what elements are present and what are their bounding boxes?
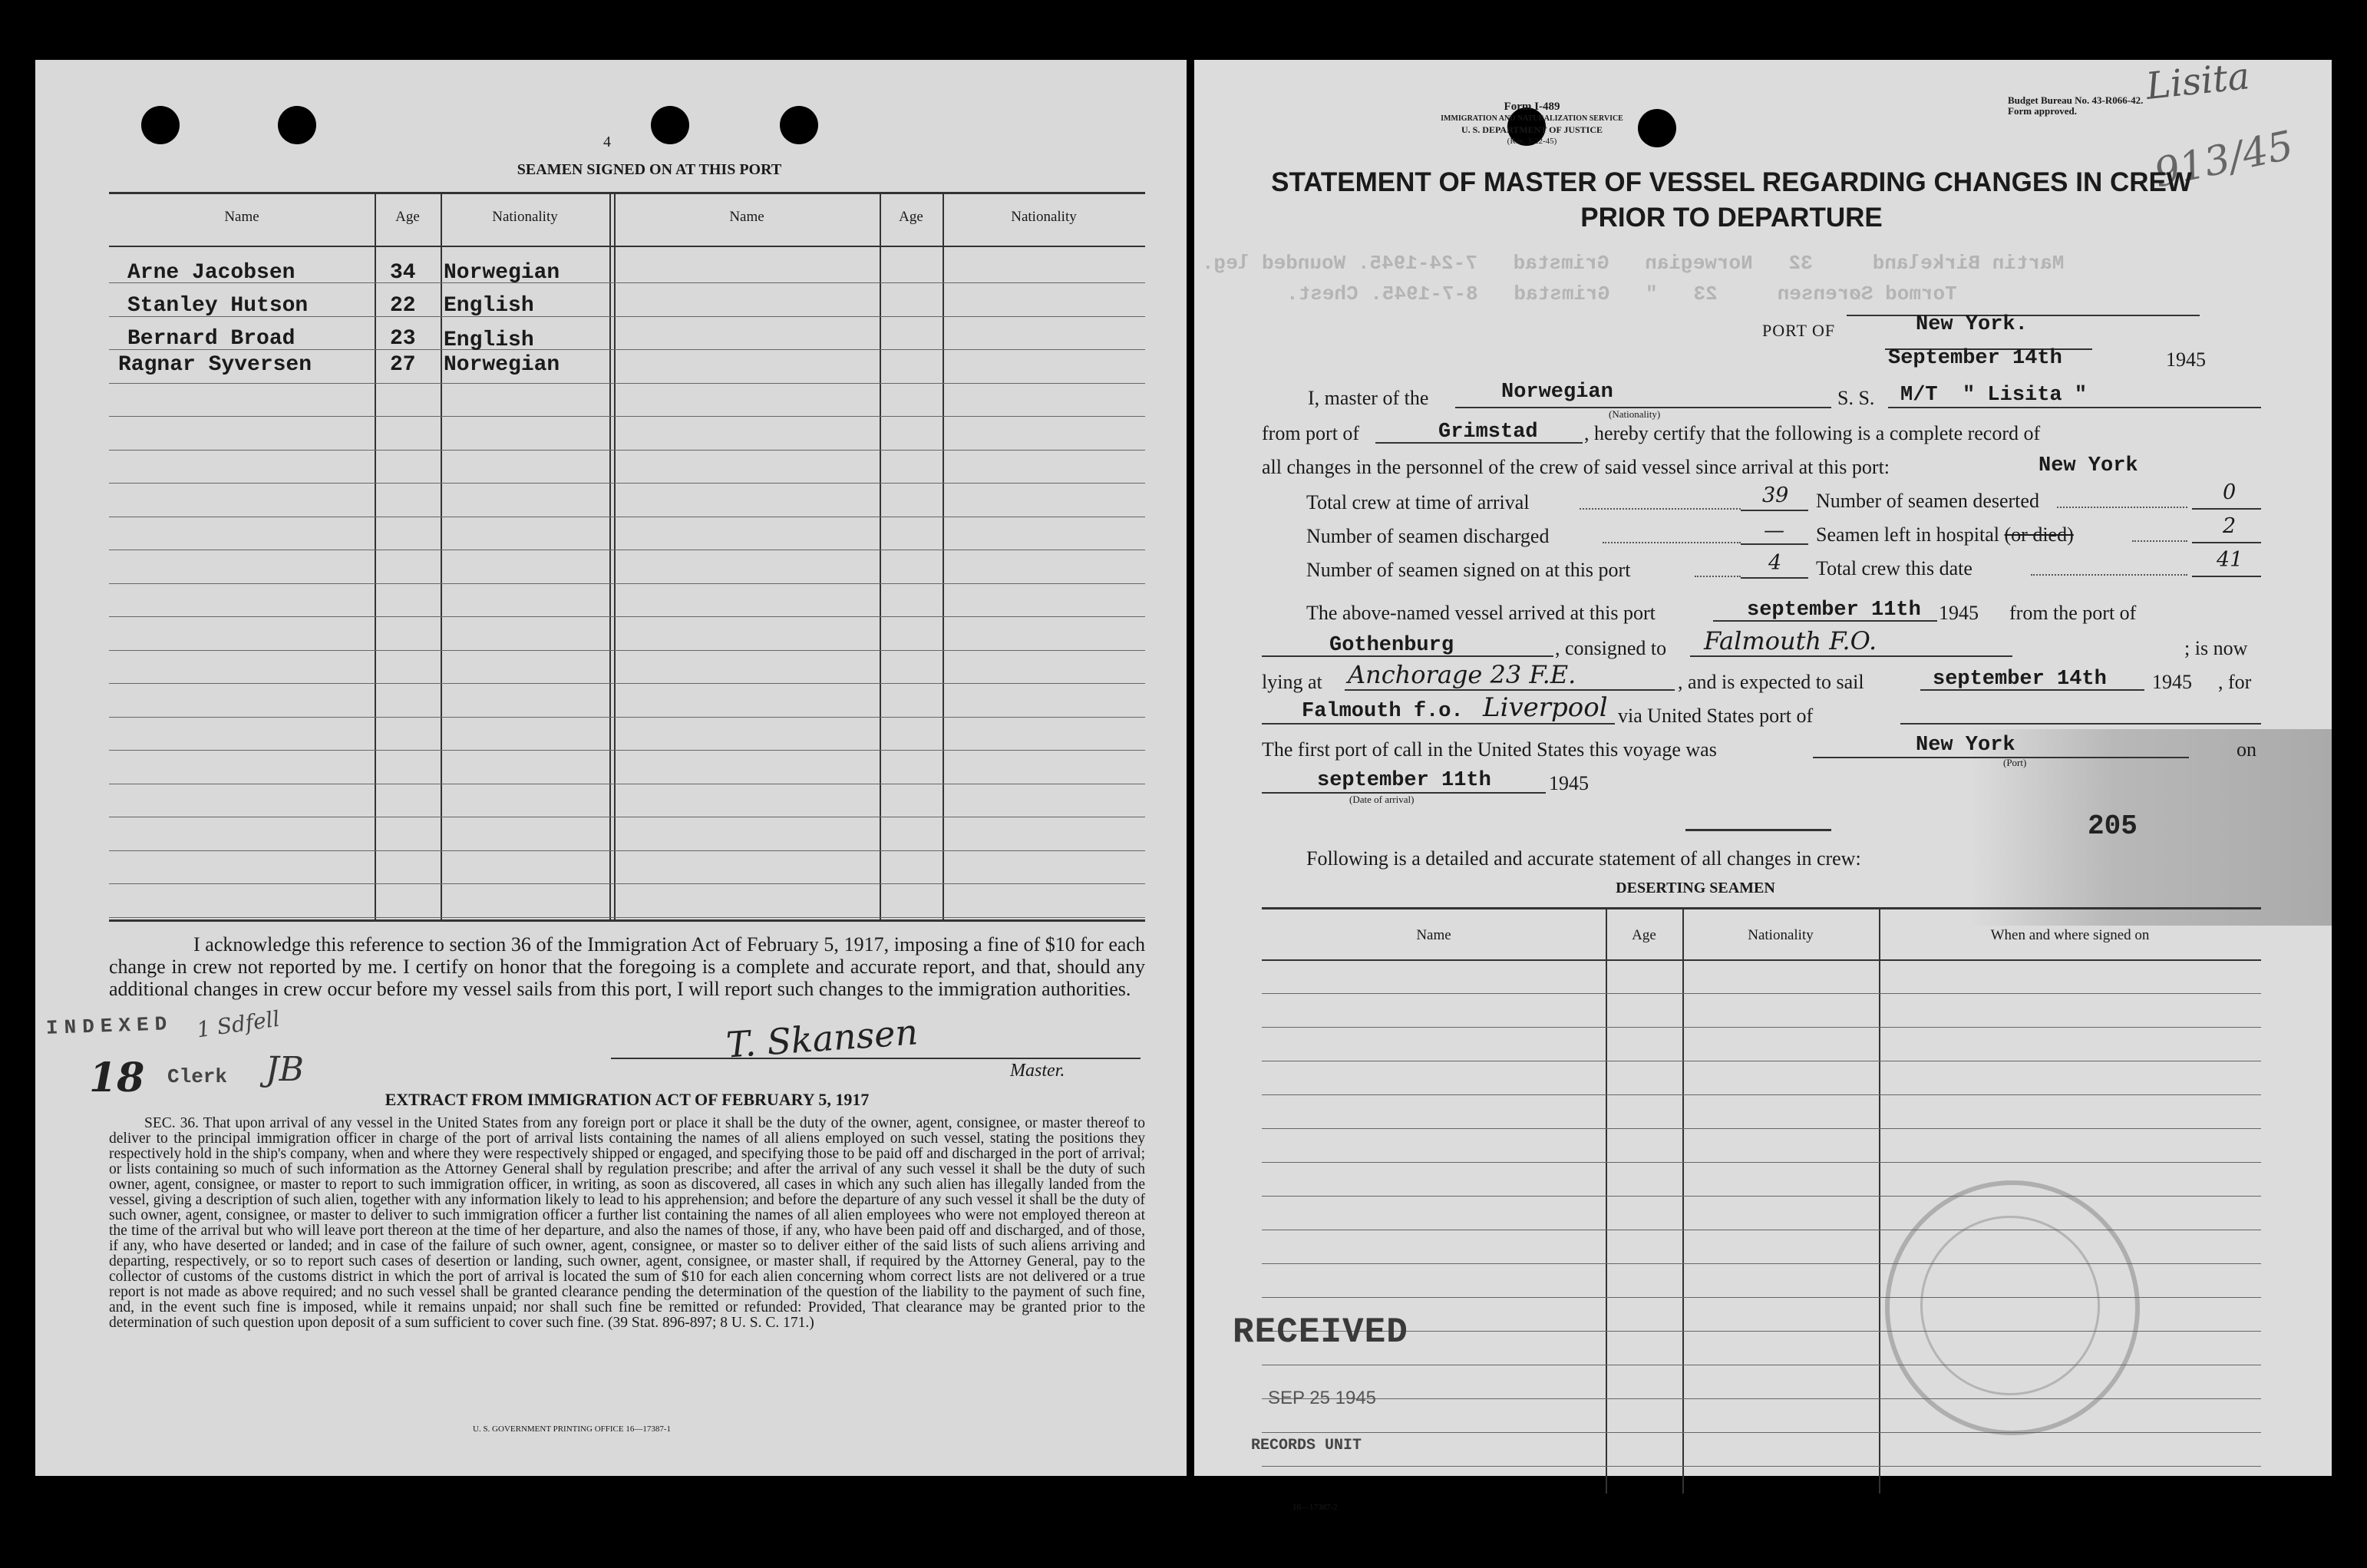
form-subtitle: PRIOR TO DEPARTURE	[1580, 203, 1883, 233]
date-value: September 14th	[1888, 347, 2062, 370]
via-label: via United States port of	[1618, 705, 1814, 727]
bleed-through-text: Martin Birkeland 32 Norwegian Grimstad 7-24-1945. Wounded leg.	[1202, 252, 2065, 275]
on-label: on	[2237, 738, 2256, 761]
col-header-age: Age	[899, 209, 923, 225]
handwritten-ship-name: Lisita	[2144, 54, 2252, 108]
records-unit-stamp: RECORDS UNIT	[1251, 1437, 1362, 1454]
table-header-rule	[1262, 959, 2261, 961]
col-header-name: Name	[1416, 927, 1451, 943]
left-page	[35, 60, 1187, 1476]
leader-dots	[1603, 542, 1741, 543]
punch-hole	[141, 106, 180, 144]
col-divider	[880, 192, 881, 919]
changes-text: all changes in the personnel of the crew of said vessel since arrival at this port:	[1262, 456, 1890, 478]
table-row	[1262, 1094, 2261, 1095]
col-header-nationality: Nationality	[1748, 927, 1814, 943]
table-row	[109, 416, 1145, 417]
col-divider	[1879, 907, 1880, 1494]
lying-at-line	[1345, 689, 1675, 691]
col-divider	[614, 192, 616, 919]
table-row	[109, 583, 1145, 584]
table-row	[1262, 1432, 2261, 1433]
leader-dots	[2057, 507, 2187, 508]
col-header-name: Name	[729, 209, 764, 225]
table-row	[1262, 1027, 2261, 1028]
crew-age: 23	[390, 327, 416, 351]
table-row	[109, 850, 1145, 851]
col-header-nationality: Nationality	[1011, 209, 1077, 225]
col-header-age: Age	[395, 209, 420, 225]
received-date: SEP 25 1945	[1268, 1388, 1377, 1408]
crew-nationality: English	[444, 294, 534, 318]
table-row	[109, 616, 1145, 617]
crew-nationality: Norwegian	[444, 353, 560, 377]
page-number: 4	[603, 134, 611, 150]
crew-nationality: Norwegian	[444, 261, 560, 285]
extract-title: EXTRACT FROM IMMIGRATION ACT OF FEBRUARY 5, 1917	[385, 1090, 870, 1109]
crew-name: Arne Jacobsen	[127, 261, 295, 285]
following-text: Following is a detailed and accurate statement of all changes in crew:	[1306, 847, 1861, 870]
expected-label: , and is expected to sail	[1678, 671, 1864, 693]
total-crew-arrival-value: 39	[1762, 484, 1789, 507]
total-crew-arrival-label: Total crew at time of arrival	[1306, 491, 1530, 513]
seal-stamp	[1885, 1180, 2140, 1435]
table-row	[1262, 1128, 2261, 1129]
table-row	[109, 883, 1145, 884]
table-row	[109, 717, 1145, 718]
col-divider	[1606, 907, 1607, 1494]
table-row	[109, 383, 1145, 384]
leader-dots	[2031, 574, 2187, 576]
table-header-rule	[109, 246, 1145, 247]
master-label: Master.	[1010, 1061, 1065, 1081]
master-signature: T. Skansen	[725, 1011, 919, 1066]
col-divider	[609, 192, 611, 919]
budget-bureau	[2008, 95, 2143, 117]
crew-name: Ragnar Syversen	[118, 353, 312, 377]
col-header-name: Name	[224, 209, 259, 225]
date-caption: (Date of arrival)	[1349, 794, 1415, 805]
port-of-label: PORT OF	[1762, 321, 1836, 340]
leader-dots	[1580, 508, 1741, 510]
table-row	[109, 750, 1145, 751]
signed-on-label: Number of seamen signed on at this port	[1306, 559, 1631, 581]
form-agency: IMMIGRATION AND NATURALIZATION SERVICE	[1441, 114, 1623, 123]
for-label: , for	[2218, 671, 2252, 693]
from-the-port-value: Gothenburg	[1329, 634, 1454, 657]
expected-date-value: september 14th	[1933, 668, 2107, 691]
crew-name: Bernard Broad	[127, 327, 295, 351]
seal-inner-ring	[1920, 1216, 2100, 1395]
received-stamp: RECEIVED	[1233, 1312, 1408, 1352]
leader-dots	[2132, 540, 2187, 542]
destination-handwritten: Liverpool	[1483, 692, 1608, 723]
arrival-port-value: New York	[2039, 454, 2138, 477]
budget-bureau-number: Budget Bureau No. 43-R066-42.	[2008, 94, 2144, 106]
consigned-value: Falmouth F.O.	[1704, 626, 1877, 655]
hospital-strike-text: (or died)	[2004, 523, 2074, 546]
printer-line: 16—17387-2	[1292, 1503, 1338, 1512]
from-port-value: Grimstad	[1438, 421, 1538, 444]
form-title: STATEMENT OF MASTER OF VESSEL REGARDING CHANGES IN CREW	[1271, 167, 2192, 197]
clerk-initials: JB	[266, 1050, 304, 1089]
value-line	[1741, 543, 1808, 545]
table-bottom-rule	[109, 919, 1145, 922]
first-date-value: september 11th	[1317, 769, 1491, 792]
total-crew-date-value: 41	[2217, 548, 2243, 572]
col-divider	[375, 192, 376, 919]
table-row	[1262, 1466, 2261, 1467]
table-row	[1262, 1196, 2261, 1197]
col-header-nationality: Nationality	[492, 209, 558, 225]
leader-dots	[1695, 576, 1741, 577]
port-caption: (Port)	[2003, 757, 2027, 768]
nationality-caption: (Nationality)	[1609, 408, 1661, 420]
crew-age: 27	[390, 353, 416, 377]
lying-at-value: Anchorage 23 F.E.	[1348, 660, 1576, 689]
vessel-line	[1888, 407, 2261, 408]
table-row	[109, 483, 1145, 484]
discharged-value: —	[1764, 519, 1784, 543]
value-line	[2192, 576, 2261, 577]
signature-line	[611, 1058, 1141, 1059]
hospital-label-text: Seamen left in hospital	[1816, 523, 2000, 546]
table-row	[109, 650, 1145, 651]
arrived-date-value: september 11th	[1747, 599, 1921, 622]
signed-on-value: 4	[1768, 551, 1782, 575]
handwritten-file-number: 913/45	[2150, 122, 2298, 197]
expected-year: 1945	[2152, 671, 2192, 693]
punch-hole	[651, 106, 689, 144]
indexed-stamp: INDEXED	[45, 1012, 173, 1040]
form-department: U. S. DEPARTMENT OF JUSTICE	[1461, 124, 1603, 135]
hospital-label	[1816, 523, 2074, 546]
printer-line: U. S. GOVERNMENT PRINTING OFFICE 16—17387-1	[473, 1424, 672, 1434]
clerk-stamp: Clerk	[167, 1065, 228, 1088]
nationality-value: Norwegian	[1501, 381, 1613, 404]
indexed-initials: 1 Sdfell	[195, 1005, 282, 1043]
punch-hole	[780, 106, 818, 144]
stamp-205: 205	[2088, 810, 2138, 842]
crew-nationality: English	[444, 328, 534, 352]
table-row	[109, 450, 1145, 451]
form-approved: Form approved.	[2008, 105, 2078, 117]
deserted-label: Number of seamen deserted	[1816, 490, 2039, 512]
port-of-value: New York.	[1916, 313, 2028, 336]
hospital-value: 2	[2223, 514, 2237, 538]
first-port-label: The first port of call in the United States this voyage was	[1262, 738, 1717, 761]
extract-text: SEC. 36. That upon arrival of any vessel in the United States from any foreign port or place it shall be the duty of the owner, agent, consignee, or master thereof to deliver to the principal immigration officer in charge of the port of arrival lists containing the names of all aliens employed on such vessel, stating the positions they respectively hold in the ship's company, when and where they were respectively shipped or engaged, and specifying those to be paid off and discharged in the port of arrival; or lists containing so much of such information as the Attorney General shall by regulation prescribe; and after the arrival of any such vessel it shall be the duty of such owner, agent, consignee, or master to report to such immigration officer, in writing, as soon as discovered, all cases in which any such alien has illegally landed from the vessel, giving a description of such alien, together with any information likely to lead to his apprehension; and before the departure of any such vessel it shall be the duty of such owner, agent, consignee, or master to deliver to such immigration officer a further list containing the names of all alien employees who were not employed thereon at the time of the arrival but who will leave port thereon at the time of her departure, and also the names of those, if any, who have been paid off and discharged, and of those, if any, who have deserted or landed; and in case of the failure of such owner, agent, consignee, or master so to deliver either of the said lists of such aliens arriving and departing, respectively, or so to report such cases of desertion or landing, such owner, agent, consignee, or master shall, if required by the Attorney General, pay to the collector of customs of the customs district in which the port of arrival is located the sum of $10 for each alien concerning whom correct lists are not delivered or a true report is not made as above required; and no such vessel shall be granted clearance pending the determination of the question of the liability to the payment of such fine, and, in the event such fine is imposed, while it remains unpaid; nor shall such fine be remitted or refunded: Provided, That clearance may be granted prior to the determination of such question upon deposit of a sum sufficient to cover such fine. (39 Stat. 896-897; 8 U. S. C. 171.)	[109, 1115, 1145, 1331]
table-row	[109, 683, 1145, 684]
certify-text: , hereby certify that the following is a complete record of	[1584, 422, 2041, 444]
from-the-port-label: from the port of	[2009, 602, 2137, 624]
table-row	[109, 917, 1145, 918]
value-line	[1741, 510, 1808, 511]
via-line	[1900, 723, 2261, 725]
table-row	[1262, 1398, 2261, 1399]
value-line	[2192, 542, 2261, 543]
lying-at-label: lying at	[1262, 671, 1322, 693]
deserting-title: DESERTING SEAMEN	[1616, 880, 1775, 896]
destination-value: Falmouth f.o.	[1302, 700, 1464, 723]
destination-line	[1262, 723, 1615, 725]
crew-name: Stanley Hutson	[127, 294, 309, 318]
discharged-label: Number of seamen discharged	[1306, 525, 1550, 547]
crew-age: 22	[390, 294, 416, 318]
col-header-when-where: When and where signed on	[1990, 927, 2150, 943]
deserted-value: 0	[2223, 480, 2237, 504]
arrived-label: The above-named vessel arrived at this port	[1306, 602, 1656, 624]
total-crew-date-label: Total crew this date	[1816, 557, 1973, 579]
first-year: 1945	[1549, 772, 1589, 794]
table-row	[1262, 1162, 2261, 1163]
bleed-through-text: Tormod Sørensen 23 " Grimstad 8-7-1945. Chest.	[1286, 282, 1957, 305]
form-header	[1417, 101, 1647, 147]
form-revision: (Rev. 3-22-45)	[1507, 137, 1557, 146]
vessel-name: M/T " Lisita "	[1900, 384, 2088, 407]
section-title: SEAMEN SIGNED ON AT THIS PORT	[517, 161, 782, 178]
first-port-value: New York	[1916, 734, 2015, 757]
date-year: 1945	[2166, 348, 2206, 371]
col-header-age: Age	[1632, 927, 1656, 943]
table-top-rule	[1262, 907, 2261, 909]
arrived-year: 1945	[1939, 602, 1979, 624]
table-top-rule	[109, 192, 1145, 194]
master-of-label: I, master of the	[1308, 387, 1429, 409]
separator-rule	[1685, 829, 1831, 831]
from-port-label: from port of	[1262, 422, 1360, 444]
acknowledgement-text: I acknowledge this reference to section 36 of the Immigration Act of February 5, 1917, imposing a fine of $10 for each change in crew not reported by me. I certify on honor that the foregoing is a complete and accurate report, and that, should any additional changes in crew occur before my vessel sails from this port, I will report such changes to the immigration authorities.	[109, 933, 1145, 1000]
col-divider	[943, 192, 944, 919]
punch-hole	[278, 106, 316, 144]
table-row	[1262, 993, 2261, 994]
value-line	[1741, 577, 1808, 579]
consigned-label: , consigned to	[1555, 637, 1667, 659]
consigned-line	[1690, 655, 2012, 657]
right-page	[1194, 54, 2332, 1512]
is-now-label: ; is now	[2184, 637, 2248, 659]
value-line	[2192, 508, 2261, 510]
stamp-number: 18	[89, 1055, 145, 1101]
form-id: Form I-489	[1504, 101, 1560, 113]
crew-age: 34	[390, 261, 416, 285]
first-port-line	[1813, 757, 2189, 758]
col-divider	[441, 192, 442, 919]
ss-label: S. S.	[1837, 387, 1875, 409]
col-divider	[1682, 907, 1684, 1494]
